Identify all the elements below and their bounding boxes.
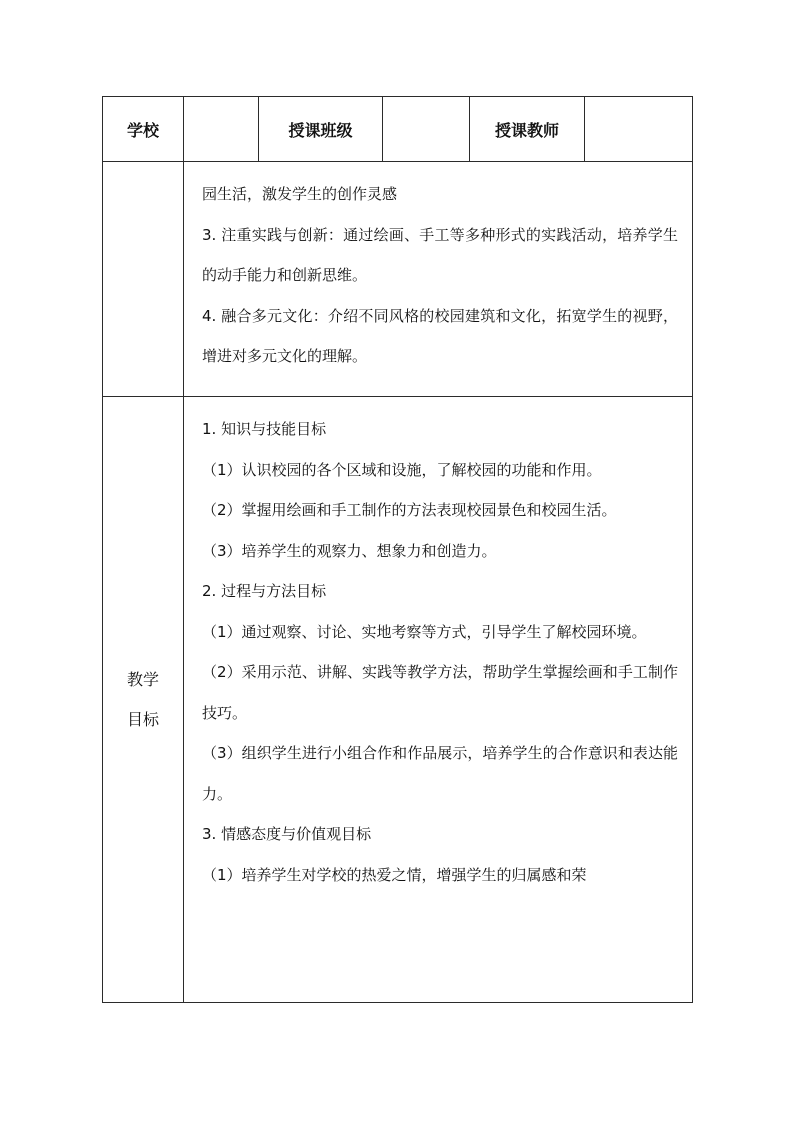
continued-row <box>103 162 693 397</box>
objectives-label-line: 教学 <box>126 669 159 689</box>
objectives-row <box>103 397 693 1003</box>
teacher-value <box>585 97 693 162</box>
header-row <box>103 97 693 162</box>
continued-row-label <box>103 162 184 397</box>
continued-row-content <box>184 162 693 397</box>
lesson-plan-table <box>102 96 693 1003</box>
paragraph: 3. 注重实践与创新：通过绘画、手工等多种形式的实践活动，培养学生的动手能力和创新思维。 <box>202 225 678 284</box>
paragraph: 园生活，激发学生的创作灵感 <box>202 185 398 203</box>
objectives-label <box>103 397 184 1003</box>
paragraph: （1）认识校园的各个区域和设施，了解校园的功能和作用。 <box>202 460 602 479</box>
paragraph: 2. 过程与方法目标 <box>202 582 327 600</box>
school-label: 学校 <box>103 97 184 162</box>
teacher-label: 授课教师 <box>470 97 585 162</box>
objectives-content <box>184 397 693 1003</box>
paragraph: 4. 融合多元文化：介绍不同风格的校园建筑和文化，拓宽学生的视野，增进对多元文化的理解。 <box>202 306 678 365</box>
paragraph: （1）通过观察、讨论、实地考察等方式，引导学生了解校园环境。 <box>202 622 647 641</box>
paragraph: （1）培养学生对学校的热爱之情，增强学生的归属感和荣 <box>202 865 587 884</box>
objectives-label-line: 目标 <box>126 709 159 729</box>
school-value <box>184 97 259 162</box>
paragraph: （3）组织学生进行小组合作和作品展示，培养学生的合作意识和表达能力。 <box>202 744 678 803</box>
paragraph: （2）掌握用绘画和手工制作的方法表现校园景色和校园生活。 <box>202 501 617 519</box>
paragraph: 1. 知识与技能目标 <box>202 420 327 438</box>
paragraph: （2）采用示范、讲解、实践等教学方法，帮助学生掌握绘画和手工制作技巧。 <box>202 663 678 722</box>
paragraph: 3. 情感态度与价值观目标 <box>202 825 372 843</box>
class-label: 授课班级 <box>259 97 383 162</box>
paragraph: （3）培养学生的观察力、想象力和创造力。 <box>202 541 497 560</box>
class-value <box>383 97 470 162</box>
